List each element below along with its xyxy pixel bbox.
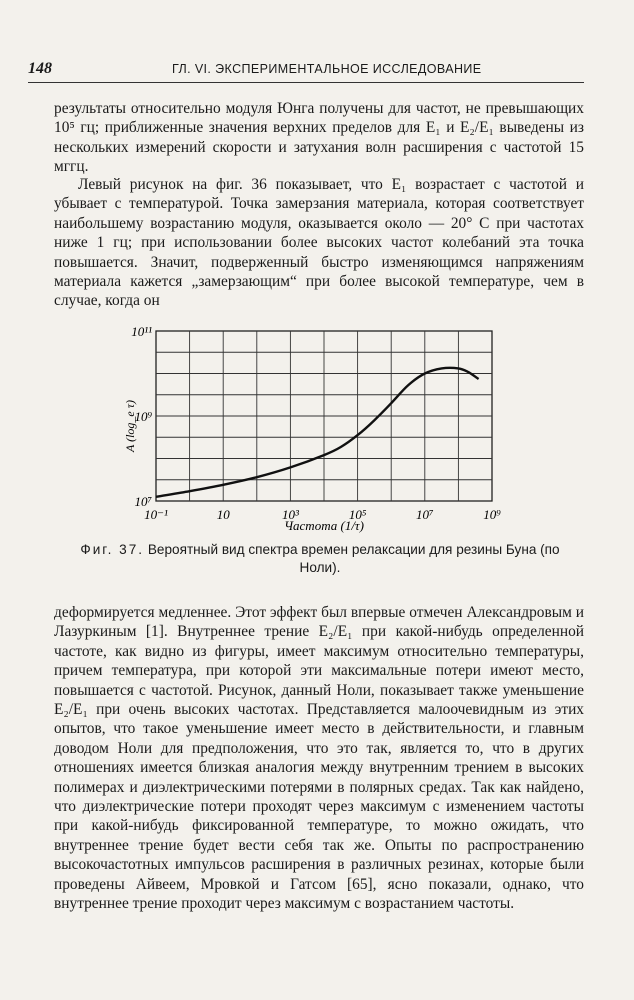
x-tick-label: 10⁹ [483, 507, 501, 522]
y-tick-label: 10⁹ [134, 409, 152, 424]
paragraph-1 [54, 99, 584, 177]
paragraph-3 [54, 603, 584, 914]
running-head: ГЛ. VI. ЭКСПЕРИМЕНТАЛЬНОЕ ИССЛЕДОВАНИЕ [172, 62, 482, 76]
paragraph-2-text: Левый рисунок на фиг. 36 показывает, что E₁ возрастает с частотой и убывает с температурой. Точка замерзания материала, которая соответствует наибольшему возрастанию модуля, оказывается около — 20° С при частотах ниже 1 гц; при использовании более высоких частот колебаний эта точка повышается. Значит, подверженный быстро изменяющимся напряжениям материала кажется „замерзающим“ при более высокой температуре, чем в случае, когда он [54, 176, 584, 310]
x-tick-label: 10³ [281, 507, 299, 522]
y-axis-label: A (log_e τ) [123, 399, 137, 453]
series-line-a [156, 368, 479, 497]
figure-caption [60, 541, 580, 577]
chart-curve [156, 368, 479, 497]
chart-svg [110, 308, 530, 538]
paragraph-1-text: результаты относительно модуля Юнга получены для частот, не превышающих 10⁵ гц; приближенные значения верхних пределов для E₁ и E₂/E₁ выведены из нескольких измерений скорости и затухания волн расширения с частотой 15 мггц. [54, 100, 584, 176]
y-tick-label: 10¹¹ [131, 324, 152, 339]
caption-text: Вероятный вид спектра времен релаксации для резины Буна (по Ноли). [147, 542, 560, 575]
page-header [28, 58, 584, 83]
relaxation-spectrum-chart [110, 308, 530, 538]
x-tick-label: 10⁻¹ [144, 507, 168, 522]
paragraph-2 [54, 175, 584, 311]
x-tick-label: 10 [216, 507, 230, 522]
x-tick-label: 10⁷ [416, 507, 434, 522]
y-tick-label: 10⁷ [134, 494, 152, 509]
caption-label: Фиг. 37. [80, 542, 145, 557]
x-axis-label: Частота (1/τ) [284, 518, 364, 533]
chart-grid [156, 331, 492, 501]
paragraph-3-text: деформируется медленнее. Этот эффект был впервые отмечен Александровым и Лазуркиным [1]. Внутреннее трение E₂/E₁ при какой-нибудь определенной частоте, как видно из фигуры, имеет максимум относительно температуры, причем температура, при которой эти максимальные потери имеют место, повышается с частотой. Рисунок, данный Ноли, показывает также уменьшение E₂/E₁ при очень высоких частотах. Представляется малоочевидным из этих опытов, что такое уменьшение имеет место в действительности, и главным доводом Ноли для предположения, что это так, является то, что в других отношениях имеется близкая аналогия между внутренним трением в высоких полимерах и диэлектрическими потерями в полярных средах. Так как найдено, что диэлектрические потери проходят через максимум с изменением частоты при какой-нибудь фиксированной температуре, то можно ожидать, что внутреннее трение будет вести себя так же. Опыты по распространению высокочастотных импульсов расширения в различных резинах, которые были проведены Айвеем, Мровкой и Гатсом [65], ясно показали, однако, что внутреннее трение проходит через максимум с возрастанием частоты. [54, 604, 584, 913]
x-tick-label: 10⁵ [348, 507, 367, 522]
page-number: 148 [28, 60, 52, 77]
